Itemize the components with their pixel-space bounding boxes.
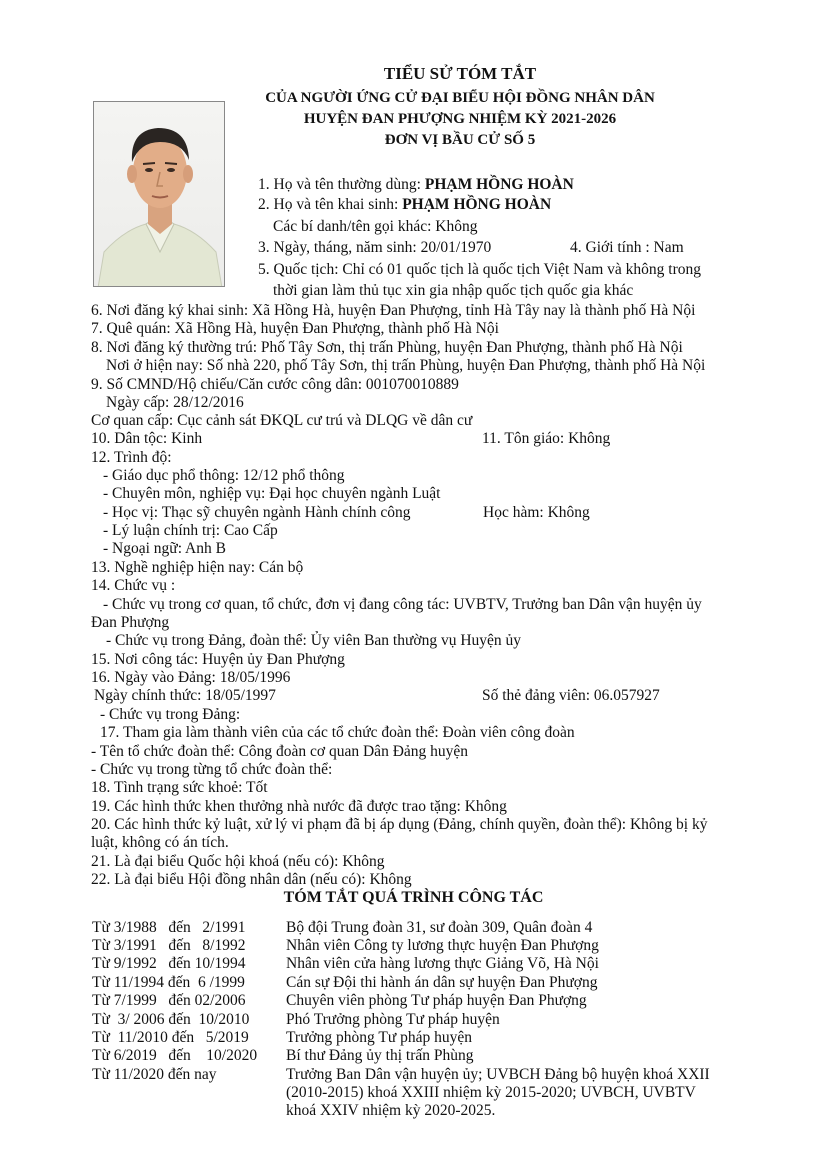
field-id-issue-date: Ngày cấp: 28/12/2016	[106, 394, 244, 411]
field-gender: 4. Giới tính : Nam	[570, 239, 684, 256]
field-label: 2. Họ và tên khai sinh:	[258, 196, 403, 213]
field-party-position: - Chức vụ trong Đảng:	[100, 706, 241, 723]
candidate-name: PHẠM HỒNG HOÀN	[424, 176, 574, 193]
field-current-residence: Nơi ở hiện nay: Số nhà 220, phố Tây Sơn, thị trấn Phùng, huyện Đan Phượng, thành phố Hà Nội	[106, 357, 706, 374]
field-label: 1. Họ và tên thường dùng:	[258, 176, 425, 193]
field-birth-registration: 6. Nơi đăng ký khai sinh: Xã Hồng Hà, huyện Đan Phượng, tỉnh Hà Tây nay là thành phố Hà Nội	[91, 302, 696, 319]
field-party-join-date: 16. Ngày vào Đảng: 18/05/1996	[91, 669, 291, 686]
field-discipline-cont: luật, không có án tích.	[91, 834, 229, 851]
field-awards: 19. Các hình thức khen thưởng nhà nước đã được trao tặng: Không	[91, 798, 507, 815]
position-agency-cont: Đan Phượng	[91, 614, 170, 631]
header-line-1: CỦA NGƯỜI ỨNG CỬ ĐẠI BIỂU HỘI ĐỒNG NHÂN DÂN	[265, 90, 655, 106]
field-organization-name: - Tên tổ chức đoàn thể: Công đoàn cơ quan Dân Đảng huyện	[91, 743, 469, 760]
field-workplace: 15. Nơi công tác: Huyện ủy Đan Phượng	[91, 651, 345, 668]
edu-professional: - Chuyên môn, nghiệp vụ: Đại học chuyên ngành Luật	[103, 485, 441, 502]
field-aliases: Các bí danh/tên gọi khác: Không	[273, 218, 478, 235]
field-discipline: 20. Các hình thức kỷ luật, xử lý vi phạm đã bị áp dụng (Đảng, chính quyền, đoàn thể): Không bị kỷ	[91, 816, 708, 833]
field-organizations: 17. Tham gia làm thành viên của các tổ chức đoàn thể: Đoàn viên công đoàn	[100, 724, 575, 741]
work-description: Phó Trưởng phòng Tư pháp huyện	[286, 1011, 500, 1028]
document-title: TIỂU SỬ TÓM TẮT	[383, 64, 537, 83]
work-description: Chuyên viên phòng Tư pháp huyện Đan Phượng	[286, 992, 587, 1009]
header-line-2: HUYỆN ĐAN PHƯỢNG NHIỆM KỲ 2021-2026	[303, 111, 617, 127]
field-birth-name	[258, 196, 551, 214]
field-nationality: 5. Quốc tịch: Chỉ có 01 quốc tịch là quốc tịch Việt Nam và không trong	[258, 261, 702, 278]
work-period: Từ 9/1992 đến 10/1994	[92, 955, 246, 972]
work-description: Bộ đội Trung đoàn 31, sư đoàn 309, Quân đoàn 4	[286, 919, 593, 936]
field-occupation: 13. Nghề nghiệp hiện nay: Cán bộ	[91, 559, 304, 576]
work-description: Cán sự Đội thi hành án dân sự huyện Đan Phượng	[286, 974, 598, 991]
field-national-assembly: 21. Là đại biểu Quốc hội khoá (nếu có): Không	[91, 853, 385, 870]
work-period: Từ 3/1988 đến 2/1991	[92, 919, 246, 936]
position-party: - Chức vụ trong Đảng, đoàn thể: Ủy viên Ban thường vụ Huyện ủy	[106, 632, 522, 649]
field-positions: 14. Chức vụ :	[91, 577, 176, 594]
work-description: Trưởng Ban Dân vận huyện ủy; UVBCH Đảng bộ huyện khoá XXII (2010-2015) khoá XXIII nhiệm kỳ 2015-2020; UVBCH, UVBTV khoá XXIV nhiệm kỳ 2020-2025.	[286, 1066, 710, 1119]
work-period: Từ 3/1991 đến 8/1992	[92, 937, 246, 954]
work-period: Từ 3/ 2006 đến 10/2010	[92, 1011, 250, 1028]
field-nationality-cont: thời gian làm thủ tục xin gia nhập quốc tịch quốc gia khác	[273, 282, 634, 299]
field-party-official-date: Ngày chính thức: 18/05/1997	[94, 687, 276, 704]
edu-degree: - Học vị: Thạc sỹ chuyên ngành Hành chính công	[103, 504, 411, 521]
work-description: Nhân viên Công ty lương thực huyện Đan Phượng	[286, 937, 599, 954]
field-hometown: 7. Quê quán: Xã Hồng Hà, huyện Đan Phượng, thành phố Hà Nội	[91, 320, 499, 337]
work-description: Bí thư Đảng ủy thị trấn Phùng	[286, 1047, 474, 1064]
edu-general: - Giáo dục phổ thông: 12/12 phổ thông	[103, 467, 345, 484]
header-line-3: ĐƠN VỊ BẦU CỬ SỐ 5	[384, 132, 536, 148]
field-organization-role: - Chức vụ trong từng tổ chức đoàn thể:	[91, 761, 333, 778]
work-description: Trưởng phòng Tư pháp huyện	[286, 1029, 473, 1046]
work-history-heading: TÓM TẮT QUÁ TRÌNH CÔNG TÁC	[283, 889, 544, 906]
field-common-name	[258, 176, 574, 194]
field-qualifications: 12. Trình độ:	[91, 449, 172, 466]
edu-foreign-language: - Ngoại ngữ: Anh B	[103, 540, 226, 557]
field-id-number: 9. Số CMND/Hộ chiếu/Căn cước công dân: 001070010889	[91, 376, 459, 393]
field-ethnicity: 10. Dân tộc: Kinh	[91, 430, 203, 447]
work-period: Từ 6/2019 đến 10/2020	[92, 1047, 258, 1064]
edu-academic-title: Học hàm: Không	[483, 504, 590, 521]
field-id-issuing-agency: Cơ quan cấp: Cục cảnh sát ĐKQL cư trú và DLQG về dân cư	[91, 412, 473, 429]
field-peoples-council: 22. Là đại biểu Hội đồng nhân dân (nếu có): Không	[91, 871, 412, 888]
work-period: Từ 11/1994 đến 6 /1999	[92, 974, 245, 991]
work-period: Từ 7/1999 đến 02/2006	[92, 992, 246, 1009]
work-period: Từ 11/2020 đến nay	[92, 1066, 217, 1083]
position-agency: - Chức vụ trong cơ quan, tổ chức, đơn vị đang công tác: UVBTV, Trưởng ban Dân vận huyện ủy	[103, 596, 702, 613]
work-description: Nhân viên cửa hàng lương thực Giảng Võ, Hà Nội	[286, 955, 599, 972]
field-party-card-number: Số thẻ đảng viên: 06.057927	[482, 687, 660, 704]
field-dob: 3. Ngày, tháng, năm sinh: 20/01/1970	[258, 239, 492, 256]
field-religion: 11. Tôn giáo: Không	[482, 430, 611, 447]
work-period: Từ 11/2010 đến 5/2019	[92, 1029, 249, 1046]
edu-political-theory: - Lý luận chính trị: Cao Cấp	[103, 522, 278, 539]
field-permanent-residence: 8. Nơi đăng ký thường trú: Phố Tây Sơn, thị trấn Phùng, huyện Đan Phượng, thành phố Hà Nội	[91, 339, 683, 356]
candidate-portrait	[93, 101, 225, 287]
field-health: 18. Tình trạng sức khoẻ: Tốt	[91, 779, 268, 796]
candidate-birth-name: PHẠM HỒNG HOÀN	[402, 196, 552, 213]
